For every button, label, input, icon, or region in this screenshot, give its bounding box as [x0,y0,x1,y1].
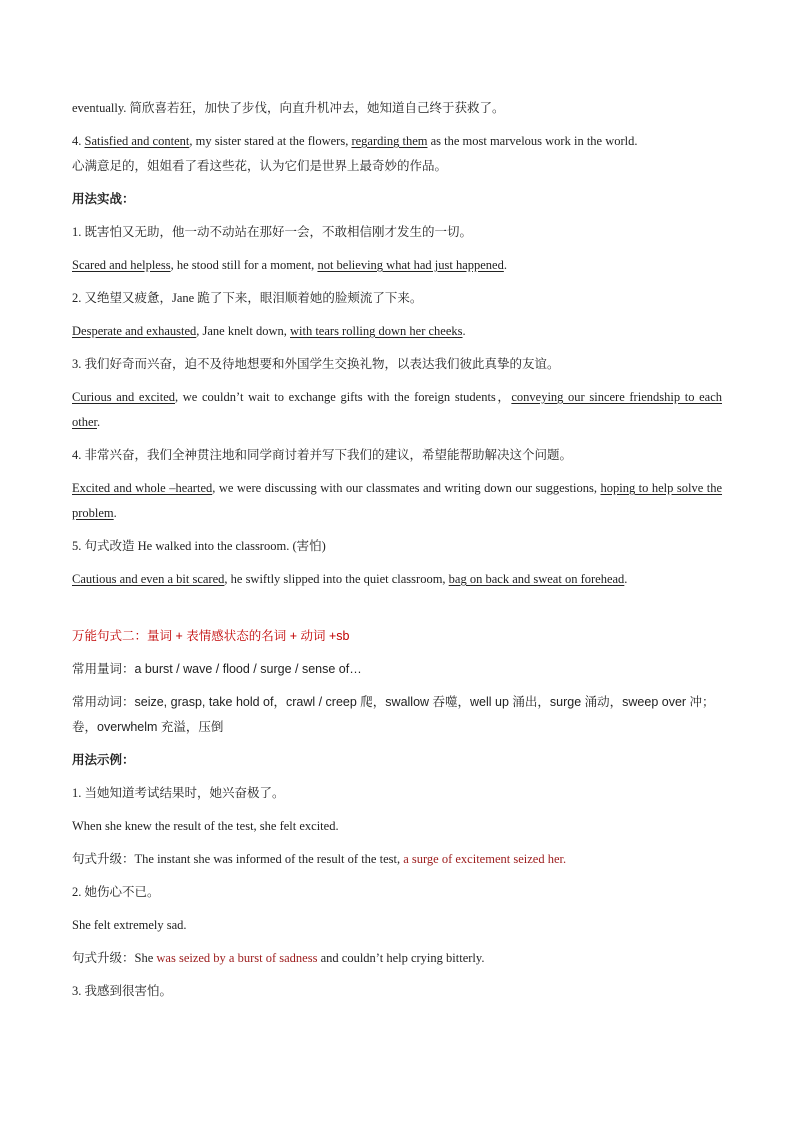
common-verbs: 常用动词：seize, grasp, take hold of，crawl / creep 爬，swallow 吞噬，well up 涌出，surge 涌动，sweep over 冲；卷，overwhelm 充溢，压倒 [72,695,715,734]
example-e2-english: She felt extremely sad. [72,918,187,932]
example-heading: 用法示例： [72,753,135,767]
practice-a5: Cautious and even a bit scared, he swiftly slipped into the quiet classroom, bag on back and sweat on forehead. [72,572,628,586]
practice-q3: 3. 我们好奇而兴奋，迫不及待地想要和外国学生交换礼物，以表达我们彼此真挚的友谊。 [72,357,560,371]
practice-a2: Desperate and exhausted, Jane knelt down, with tears rolling down her cheeks. [72,324,466,338]
common-quantifiers: 常用量词：a burst / wave / flood / surge / sense of… [72,662,362,676]
example-4-sentence: 4. Satisfied and content, my sister stared at the flowers, regarding them as the most marvelous work in the world. [72,134,638,148]
example-e1-upgrade: 句式升级：The instant she was informed of the result of the test, a surge of excitement seized her. [72,852,567,866]
practice-q5: 5. 句式改造 He walked into the classroom. (害怕) [72,539,326,553]
example-e2: 2. 她伤心不已。 [72,885,160,899]
practice-q4: 4. 非常兴奋，我们全神贯注地和同学商讨着并写下我们的建议，希望能帮助解决这个问题。 [72,448,573,462]
formula-two-heading: 万能句式二：量词 + 表情感状态的名词 + 动词 +sb [72,629,350,643]
practice-q2: 2. 又绝望又疲惫，Jane 跪了下来，眼泪顺着她的脸颊流了下来。 [72,291,423,305]
practice-a1: Scared and helpless, he stood still for a moment, not believing what had just happened. [72,258,507,272]
example-e2-upgrade: 句式升级：She was seized by a burst of sadness and couldn’t help crying bitterly. [72,951,485,965]
example-4-translation: 心满意足的，姐姐看了看这些花，认为它们是世界上最奇妙的作品。 [72,159,448,173]
practice-a4: Excited and whole –hearted, we were discussing with our classmates and writing down our suggestions, hoping to help solve the problem. [72,481,723,520]
practice-a3: Curious and excited, we couldn’t wait to exchange gifts with the foreign students，conveying our sincere friendship to each other. [72,390,722,429]
example-e1: 1. 当她知道考试结果时，她兴奋极了。 [72,786,285,800]
practice-heading: 用法实战： [72,192,135,206]
example-e3: 3. 我感到很害怕。 [72,984,173,998]
document-page [72,96,722,1004]
paragraph-eventually: eventually. 简欣喜若狂，加快了步伐，向直升机冲去，她知道自己终于获救了。 [72,101,505,115]
practice-q1: 1. 既害怕又无助，他一动不动站在那好一会，不敢相信刚才发生的一切。 [72,225,473,239]
example-e1-english: When she knew the result of the test, she felt excited. [72,819,339,833]
